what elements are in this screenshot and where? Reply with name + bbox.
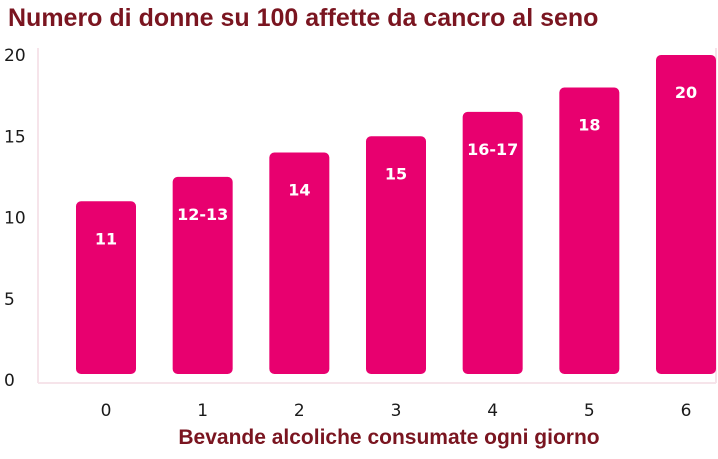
bar-value-label: 14	[288, 180, 311, 200]
bar-value-label: 11	[94, 229, 118, 249]
x-tick-label: 6	[680, 401, 692, 421]
chart-title: Numero di donne su 100 affette da cancro al seno	[8, 4, 599, 32]
bar-value-label: 20	[674, 83, 698, 102]
y-tick-label: 5	[4, 289, 15, 310]
x-tick-label: 4	[487, 401, 499, 421]
x-tick-label: 0	[100, 401, 112, 421]
y-axis-ticks	[4, 46, 26, 391]
bar-value-label: 12-13	[177, 204, 229, 224]
x-tick-label: 3	[390, 401, 402, 421]
y-tick-label: 20	[4, 46, 26, 66]
bars	[76, 55, 716, 374]
x-axis-ticks	[101, 401, 692, 421]
bar-0	[76, 201, 136, 374]
y-tick-label: 10	[4, 208, 26, 229]
bar-value-label: 18	[578, 115, 601, 135]
y-tick-label: 0	[4, 371, 15, 391]
y-tick-label: 15	[4, 127, 26, 148]
x-axis-label: Bevande alcoliche consumate ogni giorno	[178, 426, 600, 449]
bar-6	[656, 55, 716, 374]
x-tick-label: 2	[293, 401, 305, 421]
bar-value-label: 16-17	[467, 139, 519, 159]
bar-value-label: 15	[384, 164, 408, 184]
x-tick-label: 1	[197, 401, 209, 421]
x-tick-label: 5	[583, 401, 595, 421]
